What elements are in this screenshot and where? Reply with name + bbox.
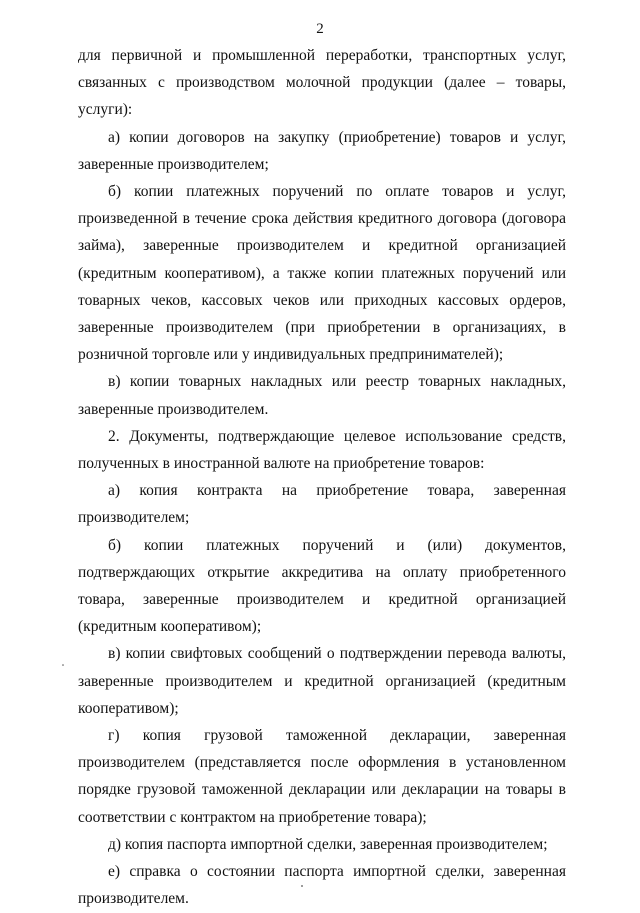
paragraph-item-g-customs-declaration: г) копия грузовой таможенной декларации, заверенная производителем (представляется после оформления в установленном порядке грузовой таможенной декларации или декларации на товары в соответствии с контрактом на приобретение товара); [78,727,566,826]
paragraph-item-e-passport-status: е) справка о состоянии паспорта импортной сделки, заверенная производителем. [78,863,566,908]
paragraph-item-d-import-passport: д) копия паспорта импортной сделки, заверенная производителем; [108,835,548,853]
paragraph-section-2: 2. Документы, подтверждающие целевое использование средств, полученных в иностранной валюте на приобретение товаров: [78,427,566,473]
scan-speck [62,664,64,666]
paragraph-item-a-contracts: а) копии договоров на закупку (приобретение) товаров и услуг, заверенные производителем; [78,128,566,173]
paragraph-item-v-swift: в) копии свифтовых сообщений о подтверждении перевода валюты, заверенные производителем и кредитной организацией (кредитным кооперативом); [78,645,566,717]
page-number: 2 [316,21,324,37]
paragraph-item-b-payment-orders: б) копии платежных поручений по оплате товаров и услуг, произведенной в течение срока действия кредитного договора (договора займа), заверенные производителем и кредитной организацией (кредитным кооперативом), а также копии платежных поручений или товарных чеков, кассовых чеков или приходных кассовых ордеров, заверенные производителем (при приобретении в организациях, в розничной торговле или у индивидуальных предпринимателей); [78,183,566,364]
paragraph-item-b-letter-of-credit: б) копии платежных поручений и (или) документов, подтверждающих открытие аккредитива на оплату приобретенного товара, заверенные производителем и кредитной организацией (кредитным кооперативом); [78,536,566,636]
paragraph-continuation: для первичной и промышленной переработки, транспортных услуг, связанных с производством молочной продукции (далее – товары, услуги): [78,47,566,119]
scan-speck [301,885,303,887]
paragraph-item-a-contract-copy: а) копия контракта на приобретение товара, заверенная производителем; [78,482,566,527]
paragraph-item-v-invoices: в) копии товарных накладных или реестр товарных накладных, заверенные производителем. [78,373,566,418]
